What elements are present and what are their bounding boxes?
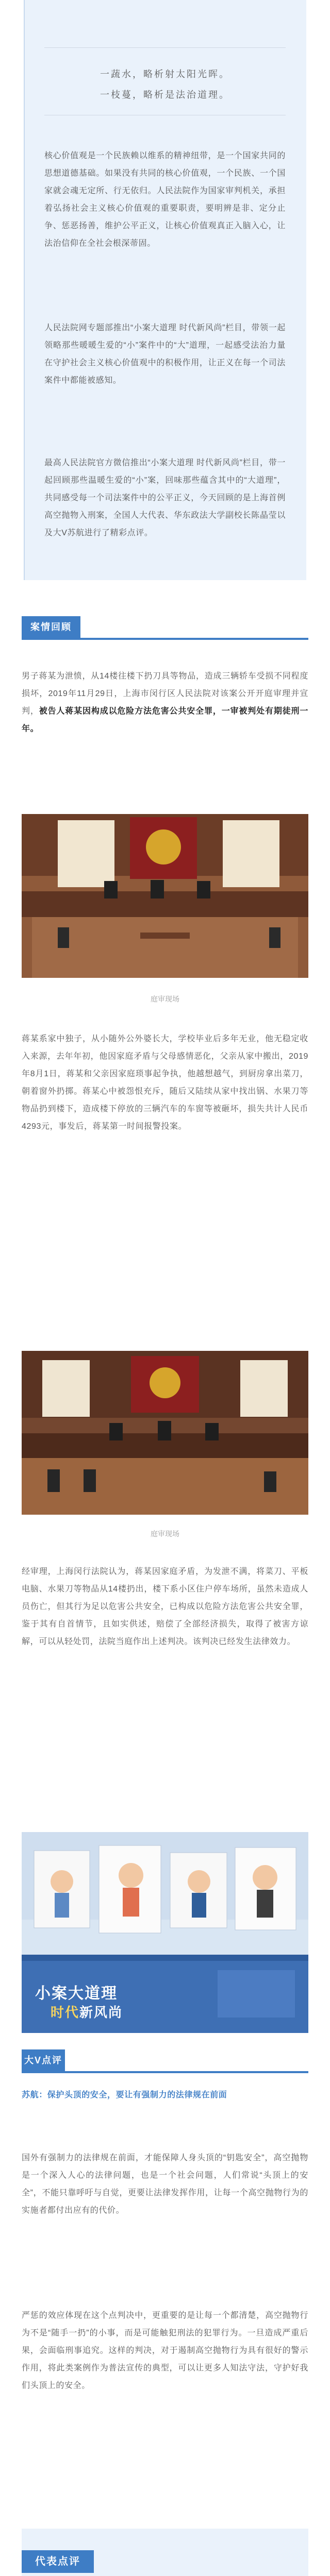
campaign-poster [22, 1832, 308, 2033]
case-paragraph: 经审理，上海闵行法院认为，蒋某因家庭矛盾，为发泄不满，将菜刀、平板电脑、水果刀等物品从14楼扔出，楼下系小区住户停车场所，虽然未造成人员伤亡，但其行为足以危害公共安全，已构成以危险方法危害公共安全罪，鉴于其有自首情节，且如实供述，赔偿了全部经济损失，取得了被害方谅解，可以从轻处罚，法院当庭作出上述判决。该判决已经发生法律效力。 [22, 1567, 308, 1646]
courtroom-photo [22, 814, 308, 978]
courtroom-photo [22, 1351, 308, 1515]
case-paragraph-text: 男子蒋某为泄愤，从14楼往楼下扔刀具等物品，造成三辆轿车受损不同程度损坏，2019年11月29日，上海市闵行区人民法院对该案公开开庭审理并宣判， [22, 672, 308, 716]
poem-line: 一枝蔓，略析是法治道理。 [100, 90, 230, 100]
review-heading: 苏航：保护头顶的安全，要让有强制力的法律规在前面 [22, 2091, 227, 2099]
section-divider [22, 2071, 308, 2073]
poster-title: 小案大道理 [35, 1985, 118, 2003]
intro-poem [44, 47, 286, 115]
intro-paragraph: 最高人民法院官方微信推出“小案大道理 时代新风尚”栏目，带一起回顾那些温暖生爱的“小”案，回味那些蕴含其中的“大道理”，共同感受每一个司法案件中的公平正义，今天回顾的是上海首例高空抛物入刑案，全国人大代表、华东政法大学副校长陈晶莹以及大V苏航进行了精彩点评。 [44, 459, 286, 537]
poem-line: 一蔬水，略析射太阳光晖。 [100, 69, 230, 80]
photo-caption: 庭审现场 [151, 1530, 179, 1538]
intro-paragraph: 人民法院网专题部推出“小案大道理 时代新风尚”栏目，带领一起领略那些暖暖生爱的“小”案件中的“大”道理，一起感受法治力量在守护社会主义核心价值观中的积极作用，让正义在每一个司法案件中都能被感知。 [44, 324, 286, 385]
poster-subtitle-highlight: 时代 [51, 2005, 80, 2021]
intro-decorative-rule [24, 0, 25, 580]
intro-paragraph: 核心价值观是一个民族赖以维系的精神纽带，是一个国家共同的思想道德基础。如果没有共同的核心价值观，一个民族、一个国家就会魂无定所、行无依归。人民法院作为国家审判机关，承担着弘扬社会主义核心价值观的重要职责，要明辨是非、定分止争、惩恶扬善，维护公平正义，让核心价值观真正入脑入心，让法治信仰在全社会根深蒂固。 [44, 151, 286, 248]
courtroom-photo-illustration [22, 814, 308, 978]
poster-subtitle-rest: 新风尚 [79, 2005, 123, 2021]
photo-caption: 庭审现场 [151, 995, 179, 1003]
poster-subtitle [51, 2002, 123, 2021]
courtroom-photo-illustration [22, 1351, 308, 1515]
case-review-tag: 案情回顾 [22, 616, 80, 638]
verdict-highlight: 被告人蒋某因构成以危险方法危害公共安全罪，一审被判处有期徒刑一年。 [22, 707, 308, 733]
section-divider [22, 638, 308, 640]
representative-commentary-tag: 代表点评 [22, 2550, 94, 2573]
review-paragraph: 严惩的效应体现在这个点判决中，更重要的是让每一个都清楚，高空抛物行为不是“随手一扔”的小事，而是可能触犯刑法的犯罪行为。一旦造成严重后果，会面临刑事追究。这样的判决，对于遏制高空抛物行为具有很好的警示作用，将此类案例作为普法宣传的典型，可以让更多人知法守法，守护好我们头顶上的安全。 [22, 2311, 308, 2390]
case-paragraph [22, 668, 308, 738]
commentary-card [22, 2529, 308, 2576]
review-paragraph: 国外有强制力的法律规在前面，才能保障人身头顶的“钥匙安全”，高空抛物是一个深入人心的法律问题，也是一个社会问题，人们常说“头顶上的安全”，不能只靠呼吁与自觉，更要让法律发挥作用，让每一个高空抛物行为的实施者都付出应有的代价。 [22, 2154, 308, 2215]
case-paragraph: 蒋某系家中独子，从小随外公外婆长大，学校毕业后多年无业，他无稳定收入来源，去年年初，他因家庭矛盾与父母感情恶化，父亲从家中搬出，2019年8月1日，蒋某和父亲因家庭琐事起争执，他越想越气，到厨房拿出菜刀，朝着窗外扔掷。蒋某心中被怨恨充斥，随后又陆续从家中找出锅、水果刀等物品扔到楼下，造成楼下停放的三辆汽车的车窗等被砸坏，损失共计人民币4293元，事发后，蒋某第一时间报警投案。 [22, 1035, 308, 1131]
influencer-review-tag: 大V点评 [22, 2049, 65, 2071]
